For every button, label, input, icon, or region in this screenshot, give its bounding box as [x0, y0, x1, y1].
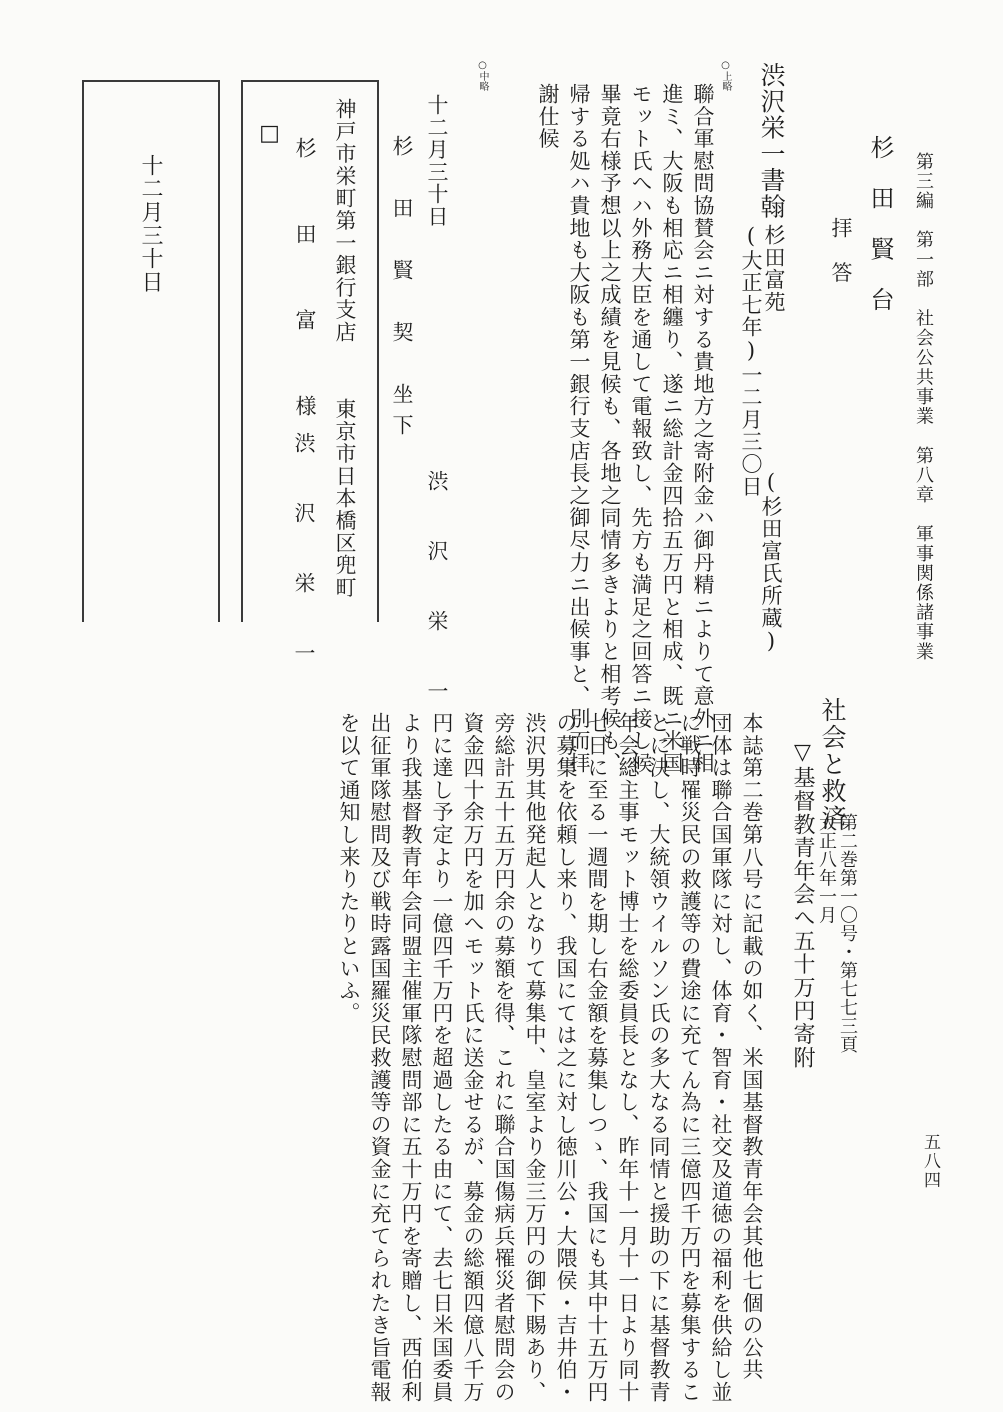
article-line: 七日に至る一週間を期し右金額を募集しつゝ、我国にも其中十五万円	[585, 712, 609, 1404]
article-line: 本誌第二巻第八号に記載の如く、米国基督教青年会其他七個の公共	[740, 712, 764, 1381]
body-line: 聯合軍慰問協賛会ニ対する貴地方之寄附金ハ御丹精ニよりて意外ニ相	[691, 83, 715, 775]
body-line: 進ミ、大阪も相応ニ相纏り、遂ニ総計金四拾五万円と相成、既ニ米国	[660, 83, 684, 775]
body-line: 謝仕候	[536, 83, 560, 150]
envelope-recipient-address: 神戸市栄町第一銀行支店	[333, 98, 357, 344]
article-line: より我基督教青年会同盟主催軍隊慰問部に五十万円を寄贈し、西伯利	[399, 712, 423, 1404]
article-source-title: 社会と救済	[818, 697, 847, 832]
envelope-sender-name: 渋 沢 栄 一	[292, 432, 316, 677]
envelope-front-border	[241, 80, 379, 84]
letter-addressee: 杉 田 賢 台	[866, 135, 894, 313]
note-below: ○中略	[477, 60, 488, 91]
article-line: 資金四十余万円を加へモット氏に送金せるが、募金の総額四億八千万	[461, 712, 485, 1404]
closing-sender: 渋 沢 栄 一	[425, 470, 449, 715]
envelope-checkbox: □	[257, 121, 282, 148]
envelope-back-border	[82, 80, 220, 84]
article-heading: ▽基督教青年会へ五十万円寄附	[790, 740, 815, 1070]
article-line: の募集を依頼し来り、我国にては之に対し徳川公・大隈侯・吉井伯・	[554, 712, 578, 1404]
section-meta-line2: (大正七年)一二月三〇日	[739, 224, 763, 498]
envelope-sender-address: 東京市日本橋区兜町	[333, 398, 357, 599]
section-title: 渋沢栄一書翰	[757, 62, 786, 220]
letter-body	[532, 83, 718, 775]
envelope-back-date: 十二月三十日	[138, 154, 163, 294]
body-line: 畢竟右様予想以上之成績を見候も、各地之同情多きよりと相考候も、	[598, 83, 622, 775]
article-citation-line1: 第二巻第一〇号・第七七三頁	[837, 813, 858, 1054]
page-number: 五八四	[920, 1133, 940, 1190]
article-body	[333, 712, 767, 1404]
section-meta-line1: 杉田富苑	[762, 224, 786, 314]
closing-recipient: 杉 田 賢 契 坐下	[390, 135, 414, 445]
article-line: に戦時罹災民の救護等の費途に充てん為に三億四千万円を募集するこ	[678, 712, 702, 1404]
article-line: 出征軍隊慰問及び戦時露国羅災民救護等の資金に充てられたき旨電報	[368, 712, 392, 1404]
article-line: 旁総計五十五万円余の募額を得、これに聯合国傷病兵罹災者慰問会の	[492, 712, 516, 1404]
article-line: 円に達し予定より一億四千万円を超過したる由にて、去七日米国委員	[430, 712, 454, 1404]
letter-closing: 拝 答	[829, 217, 853, 284]
envelope-recipient-name: 杉 田 富 様	[293, 137, 317, 438]
body-line: モット氏へハ外務大臣を通して電報致し、先方も満足之回答ニ接し候	[629, 83, 653, 775]
running-title: 第三編 第一部 社会公共事業 第八章 軍事関係諸事業	[913, 152, 934, 662]
note-above: ○上略	[720, 60, 731, 91]
article-line: を以て通知し来りたりといふ。	[337, 712, 361, 1025]
article-citation-line2: 大正八年一月	[816, 813, 837, 924]
closing-date: 十二月三十日	[425, 94, 449, 228]
article-line: 年会総主事モット博士を総委員長となし、昨年十一月十一日より同十	[616, 712, 640, 1404]
article-line: 渋沢男其他発起人となりて募集中、皇室より金三万円の御下賜あり、	[523, 712, 547, 1404]
body-line: 帰する処ハ貴地も大阪も第一銀行支店長之御尽力ニ出候事と、別而拝	[567, 83, 591, 775]
section-source: (杉田富氏所蔵)	[759, 470, 783, 655]
article-line: とに決し、大統領ウイルソン氏の多大なる同情と援助の下に基督教青	[647, 712, 671, 1404]
article-line: 団体は聯合国軍隊に対し、体育・智育・社交及道徳の福利を供給し並	[709, 712, 733, 1404]
